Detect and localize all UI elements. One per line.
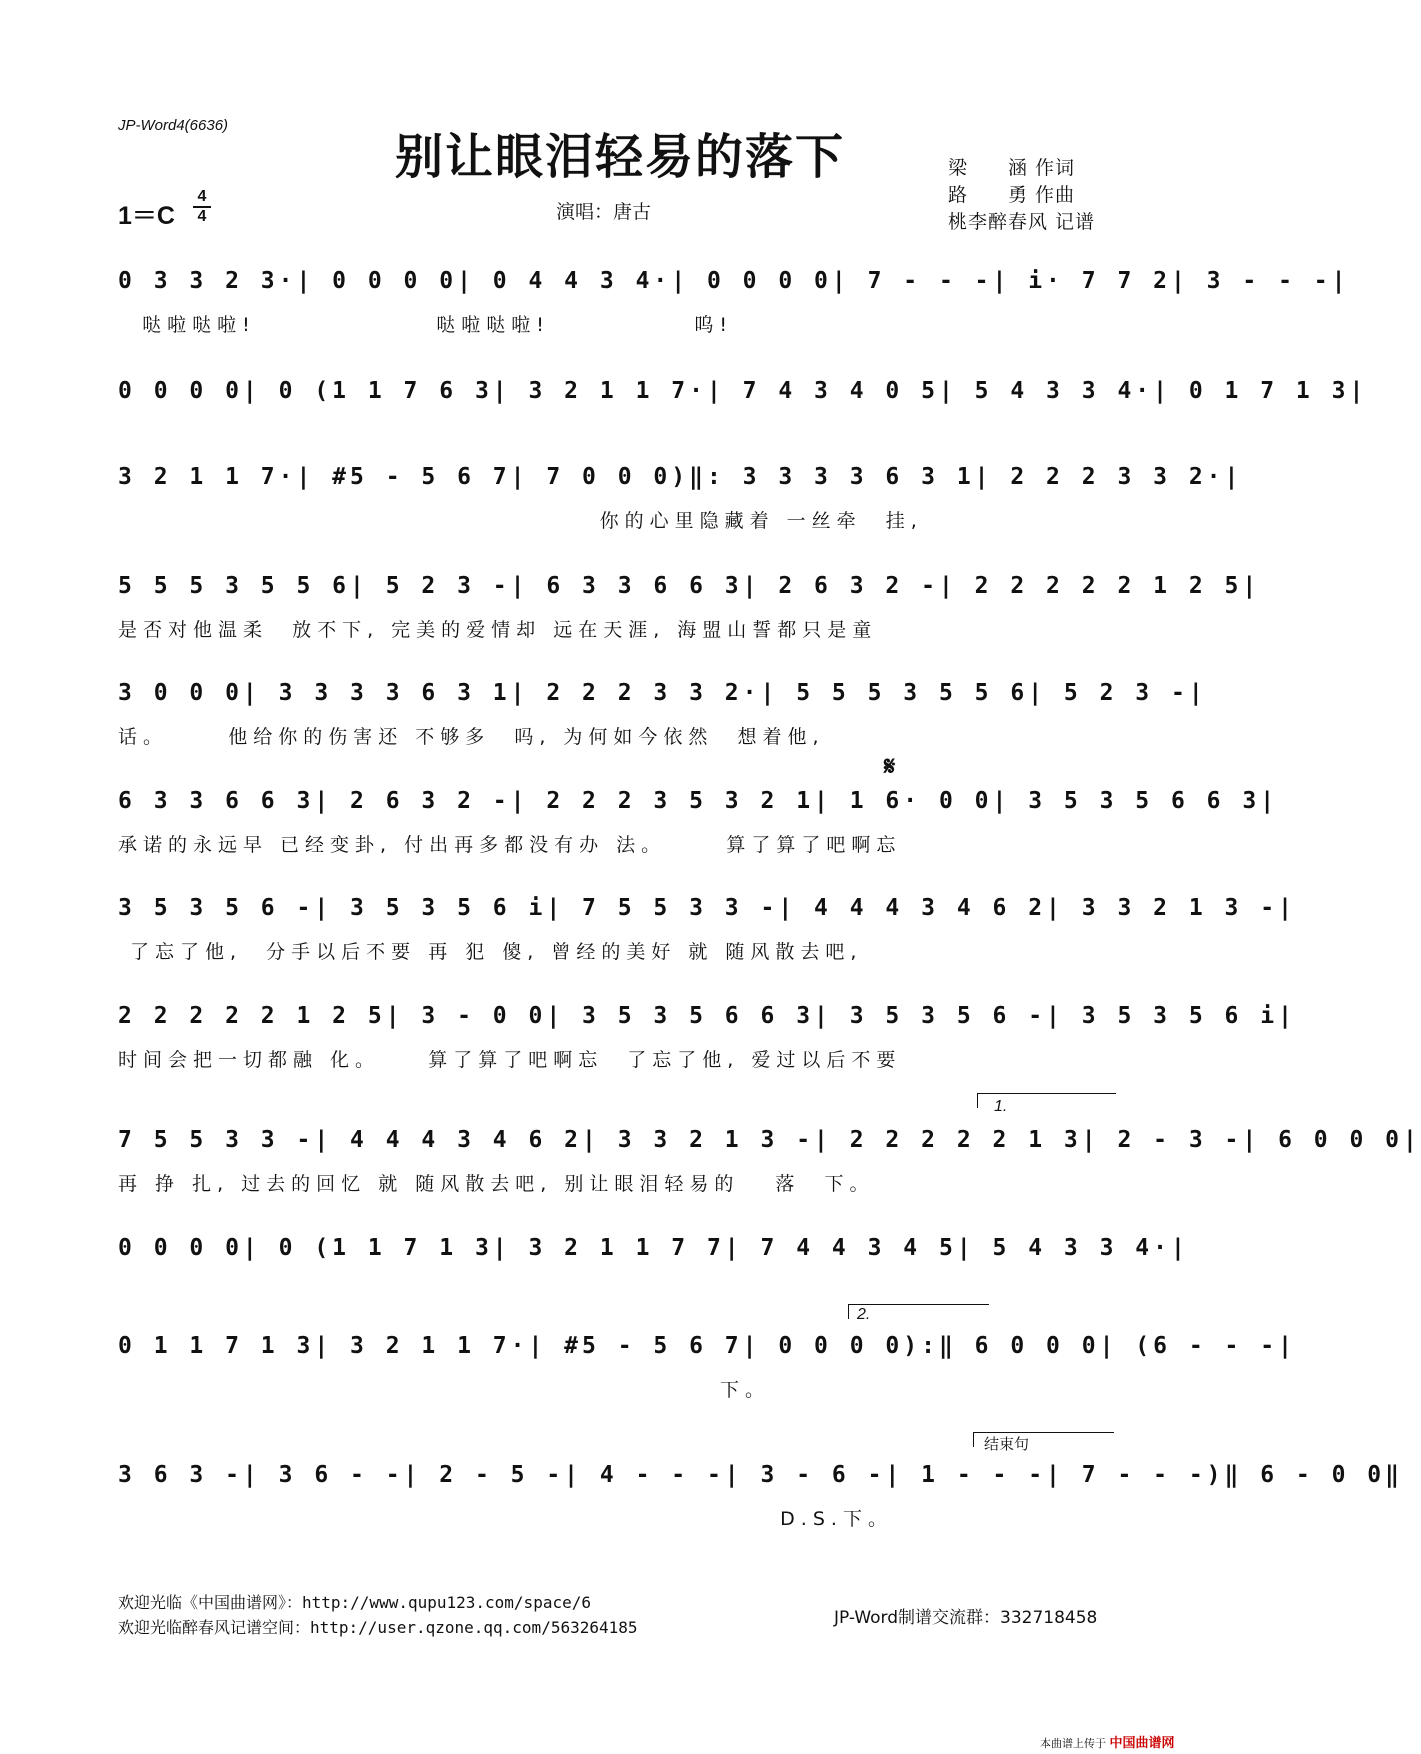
lyric-line: 再 挣 扎, 过去的回忆 就 随风散去吧, 别让眼泪轻易的 落 下。 [118,1173,875,1195]
lyric-line: 哒啦哒啦! 哒啦哒啦! 呜! [118,314,733,336]
notation-line: 6 3 3 6 6 3| 2 6 3 2 -| 2 2 2 3 5 3 2 1| 1 6· 0 0| 3 5 3 5 6 6 3| [118,788,1279,814]
score-system [118,268,1350,360]
notation-line: 3 6 3 -| 3 6 - -| 2 - 5 -| 4 - - -| 3 - 6 -| 1 - - -| 7 - - -)‖ 6 - 0 0‖ [118,1462,1403,1488]
notation-line: 0 1 1 7 1 3| 3 2 1 1 7·| #5 - 5 6 7| 0 0 0 0):‖ 6 0 0 0| (6 - - -| [118,1333,1296,1359]
lyric-line: 下。 [118,1379,770,1401]
lyricist-credit: 梁 涵 作词 [948,157,1076,179]
score-system [118,573,1261,665]
lyric-line: 是否对他温柔 放不下, 完美的爱情却 远在天涯, 海盟山誓都只是童 [118,619,878,641]
notation-line: 0 0 0 0| 0 (1 1 7 6 3| 3 2 1 1 7·| 7 4 3 4 0 5| 5 4 3 3 4·| 0 1 7 1 3| [118,378,1368,404]
volta-1-label: 1. [994,1098,1008,1115]
score-system [118,680,1207,772]
score-system [118,464,1243,556]
watermark [1040,1732,1175,1751]
notation-line: 0 0 0 0| 0 (1 1 7 1 3| 3 2 1 1 7 7| 7 4 4 3 4 5| 5 4 3 3 4·| [118,1235,1189,1261]
lyric-line: D.S.下。 [118,1508,893,1530]
time-signature [190,188,214,226]
watermark-prefix: 本曲谱上传于 [1040,1737,1106,1750]
lyric-line: 了忘了他, 分手以后不要 再 犯 傻, 曾经的美好 就 随风散去吧, [118,941,863,963]
software-tag: JP-Word4(6636) [118,117,229,134]
score-system [118,1127,1421,1219]
notation-line: 5 5 5 3 5 5 6| 5 2 3 -| 6 3 3 6 6 3| 2 6 3 2 -| 2 2 2 2 2 1 2 5| [118,573,1261,599]
notation-line: 2 2 2 2 2 1 2 5| 3 - 0 0| 3 5 3 5 6 6 3| 3 5 3 5 6 -| 3 5 3 5 6 i| [118,1003,1296,1029]
score-system [118,895,1296,987]
lyric-line: 话。 他给你的伤害还 不够多 吗, 为何如今依然 想着他, [118,726,825,748]
score-system [118,1003,1296,1095]
score-system [118,378,1368,470]
score-system [118,1462,1403,1554]
notation-line: 7 5 5 3 3 -| 4 4 4 3 4 6 2| 3 3 2 1 3 -| 2 2 2 2 2 1 3| 2 - 3 -| 6 0 0 0| [118,1127,1421,1153]
lyric-line: 承诺的永远早 已经变卦, 付出再多都没有办 法。 算了算了吧啊忘 [118,834,902,856]
song-title: 别让眼泪轻易的落下 [394,129,845,185]
segno-sign: 𝄋 [884,752,896,782]
notation-line: 0 3 3 2 3·| 0 0 0 0| 0 4 4 3 4·| 0 0 0 0| 7 - - -| i· 7 7 2| 3 - - -| [118,268,1350,294]
time-denominator: 4 [197,208,207,225]
lyric-line: 你的心里隐藏着 一丝牵 挂, [118,510,923,532]
exchange-group: JP-Word制谱交流群：332718458 [834,1608,1098,1628]
lyric-line: 时间会把一切都融 化。 算了算了吧啊忘 了忘了他, 爱过以后不要 [118,1049,902,1071]
coda-label: 结束句 [984,1435,1030,1453]
singer-credit: 演唱：唐古 [556,201,652,223]
transcriber-credit: 桃李醉春风 记谱 [948,211,1096,233]
watermark-site: 中国曲谱网 [1109,1736,1175,1751]
footer-link-qzone[interactable]: 欢迎光临醉春风记谱空间：http://user.qzone.qq.com/563264185 [118,1618,638,1637]
volta-2-label: 2. [857,1306,871,1323]
score-system [118,1333,1296,1425]
key-signature: 1＝C [118,202,175,230]
time-numerator: 4 [197,188,207,205]
score-system [118,788,1279,880]
composer-credit: 路 勇 作曲 [948,184,1076,206]
notation-line: 3 2 1 1 7·| #5 - 5 6 7| 7 0 0 0)‖: 3 3 3 3 6 3 1| 2 2 2 3 3 2·| [118,464,1243,490]
footer-link-qupu[interactable]: 欢迎光临《中国曲谱网》：http://www.qupu123.com/space/6 [118,1593,591,1612]
notation-line: 3 5 3 5 6 -| 3 5 3 5 6 i| 7 5 5 3 3 -| 4 4 4 3 4 6 2| 3 3 2 1 3 -| [118,895,1296,921]
notation-line: 3 0 0 0| 3 3 3 3 6 3 1| 2 2 2 3 3 2·| 5 5 5 3 5 5 6| 5 2 3 -| [118,680,1207,706]
